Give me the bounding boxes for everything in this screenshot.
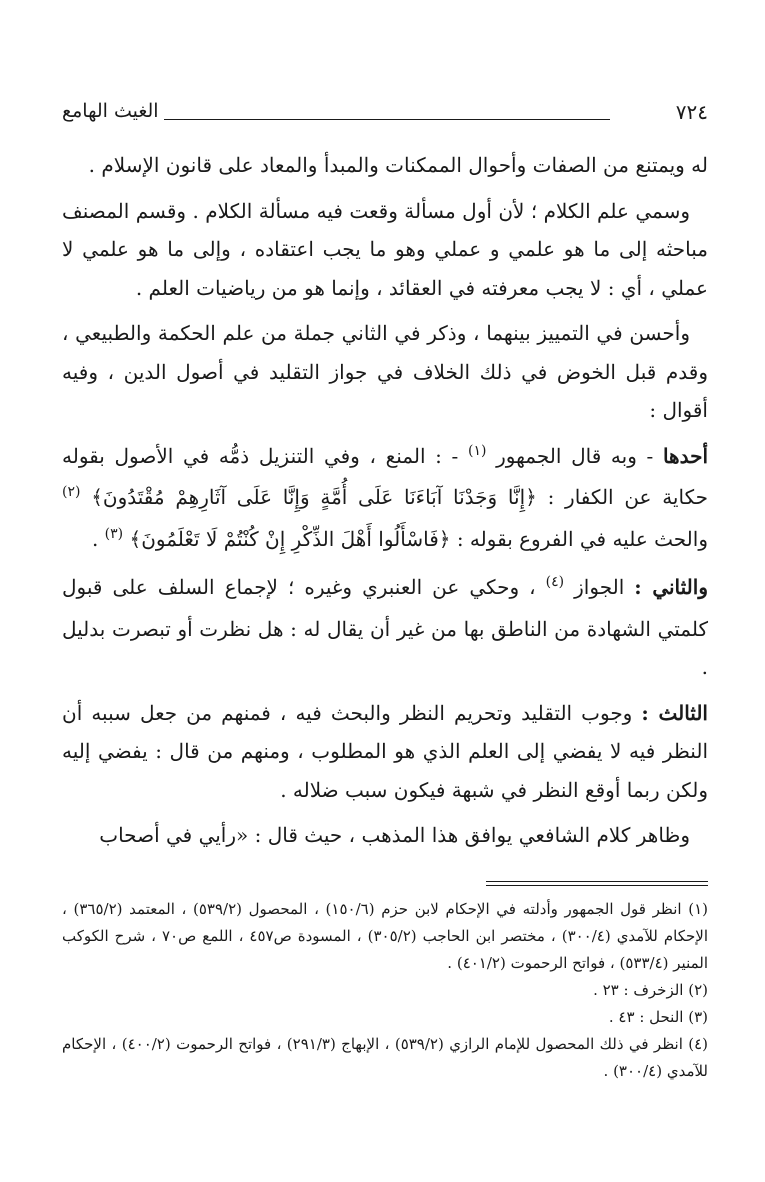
page-number: ٧٢٤ (675, 100, 708, 124)
header-rule (164, 119, 610, 120)
paragraph-4: أحدها - وبه قال الجمهور $^{(١)}$ - : المنع ، وفي التنزيل ذمُّه في الأصول بقوله حكاية عن الكفار : ﴿إِنَّا وَجَدْنَا آبَاءَنَا عَلَى أُمَّةٍ وَإِنَّا عَلَى آثَارِهِمْ مُقْتَدُونَ﴾ $^{(٢)}$ والحث عليه في الفروع بقوله : ﴿فَاسْأَلُوا أَهْلَ الذِّكْرِ إِنْ كُنْتُمْ لَا تَعْلَمُونَ﴾ $^{(٣)}$ . (62, 442, 708, 551)
footnote-ref-2: (٢) (62, 484, 81, 500)
paragraph-6: الثالث : وجوب التقليد وتحريم النظر والبحث فيه ، فمنهم من جعل سببه أن النظر فيه لا يفضي إلى العلم الذي هو المطلوب ، ومنهم من قال : يفضي إليه ولكن ربما أوقع النظر في شبهة فيكون سبب ضلاله . (62, 700, 708, 802)
first-opinion-label: أحدها (662, 443, 708, 468)
footnote-4: (٤) انظر في ذلك المحصول للإمام الرازي (٥٣٩/٢) ، الإبهاج (٢٩١/٣) ، فواتح الرحموت (٤٠٠/٢) ، الإحكام للآمدي (٣٠٠/٤) . (62, 1035, 709, 1080)
paragraph-7: وظاهر كلام الشافعي يوافق هذا المذهب ، حيث قال : «رأيي في أصحاب (99, 823, 690, 847)
footnote-ref-4: (٤) (545, 574, 565, 590)
third-opinion-label: الثالث : (641, 700, 708, 725)
second-opinion-label: والثاني : (634, 575, 708, 599)
footnote-1: (١) انظر قول الجمهور وأدلته في الإحكام لابن حزم (١٥٠/٦) ، المحصول (٥٣٩/٢) ، المعتمد (٣٦٥/٢) ، الإحكام للآمدي (٣٠٠/٤) ، مختصر ابن الحاجب (٣٠٥/٢) ، المسودة ص٤٥٧ ، اللمع ص٧٠ ، شرح الكوكب المنير (٥٣٣/٤) ، فواتح الرحموت (٤٠١/٢) . (62, 900, 708, 972)
paragraph-1: له ويمتنع من الصفات وأحوال الممكنات والمبدأ والمعاد على قانون الإسلام . (88, 153, 708, 177)
footnote-2: (٢) الزخرف : ٢٣ . (593, 981, 708, 999)
main-text (62, 146, 708, 862)
paragraph-5: والثاني : الجواز $^{(٤)}$ ، وحكي عن العنبري وغيره ؛ لإجماع السلف على قبول كلمتي الشهادة من الناطق بها من غير أن يقال له : هل نظرت أو تبصرت بدليل . (62, 574, 708, 679)
paragraph-2: وسمي علم الكلام ؛ لأن أول مسألة وقعت فيه مسألة الكلام . وقسم المصنف مباحثه إلى ما هو علمي و عملي وهو ما يجب اعتقاده ، وإلى ما هو علمي لا عملي ، أي : لا يجب معرفته في العقائد ، وإنما هو من رياضيات العلم . (62, 198, 708, 300)
footnote-ref-1: (١) (467, 442, 487, 459)
footnote-3: (٣) النحل : ٤٣ . (608, 1008, 708, 1026)
running-header (62, 98, 708, 130)
book-title: الغيث الهامع (62, 100, 159, 122)
footnote-separator (486, 881, 708, 889)
footnote-ref-3: (٣) (104, 525, 124, 542)
paragraph-3: وأحسن في التمييز بينهما ، وذكر في الثاني جملة من علم الحكمة والطبيعي ، وقدم قبل الخوض في ذلك الخلاف في جواز التقليد في أصول الدين ، وفيه أقوال : (62, 321, 708, 422)
footnotes (62, 896, 708, 1085)
